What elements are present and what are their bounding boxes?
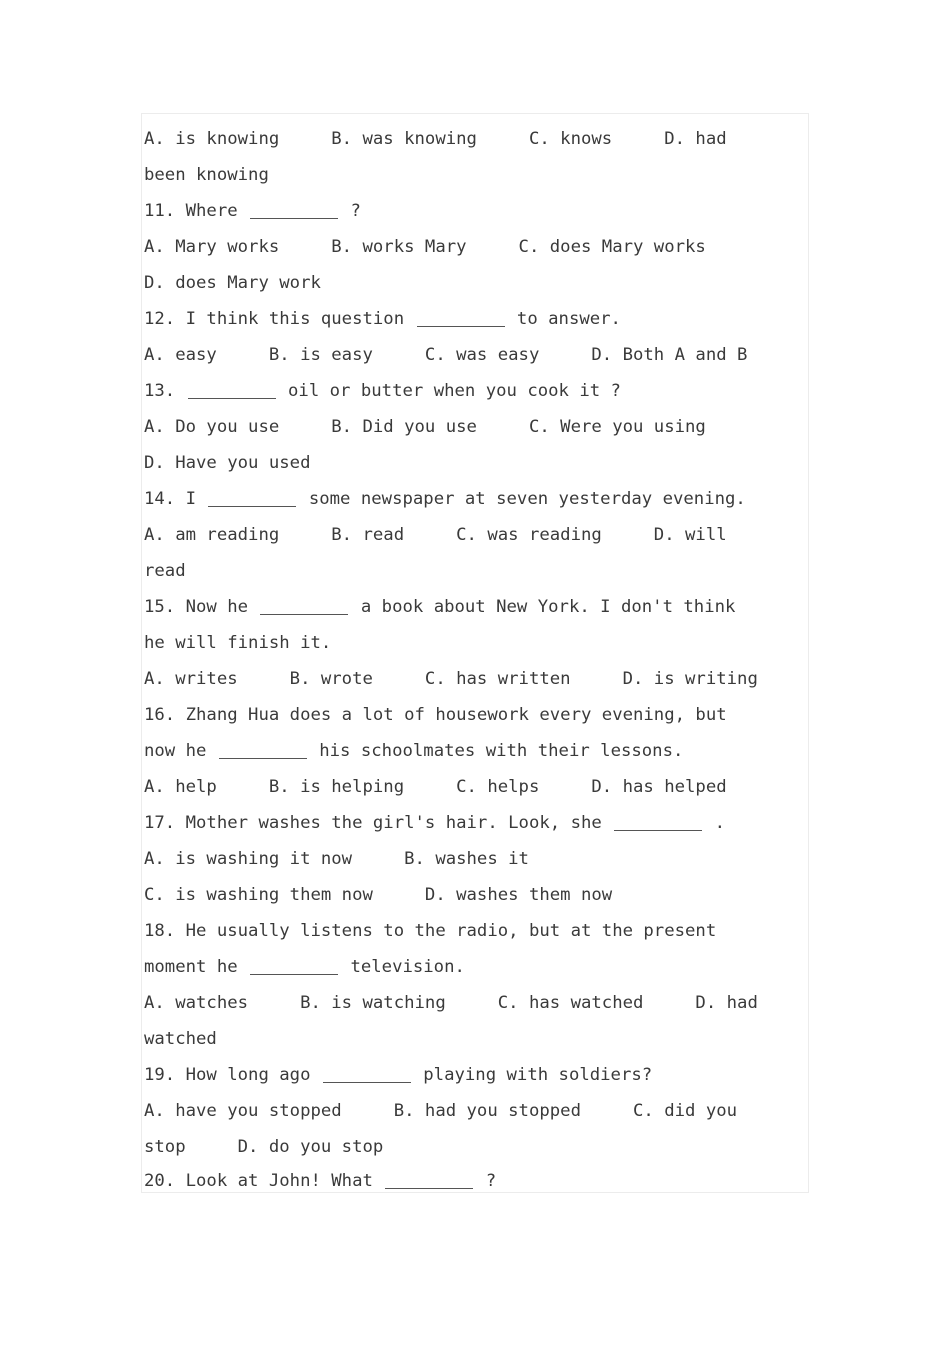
- question-18: [144, 913, 716, 949]
- text-segment: 13.: [144, 381, 176, 401]
- options-19-cont: [144, 1129, 383, 1165]
- text-segment: read: [144, 561, 186, 581]
- question-16-cont: [144, 733, 683, 769]
- line-options-10-cont: [144, 157, 269, 193]
- options-16: [144, 769, 727, 805]
- text-segment: oil or butter when you cook it ?: [288, 381, 621, 401]
- text-segment: .: [714, 813, 726, 833]
- options-18: [144, 985, 758, 1021]
- text-segment: D. Have you used: [144, 453, 311, 473]
- question-15: [144, 589, 735, 625]
- text-segment: 16. Zhang Hua does a lot of housework every evening, but: [144, 705, 727, 725]
- options-15: [144, 661, 758, 697]
- options-13: [144, 409, 706, 445]
- text-segment: C. is washing them now D. washes them now: [144, 885, 613, 905]
- question-19: [144, 1057, 652, 1093]
- text-segment: a book about New York. I don't think: [360, 597, 736, 617]
- text-segment: television.: [350, 957, 465, 977]
- question-11: [144, 193, 361, 229]
- text-segment: 15. Now he: [144, 597, 249, 617]
- text-segment: now he: [144, 741, 207, 761]
- options-17: [144, 841, 529, 877]
- text-segment: 20. Look at John! What: [144, 1171, 373, 1191]
- text-segment: his schoolmates with their lessons.: [319, 741, 684, 761]
- answer-blank: [250, 196, 338, 219]
- answer-blank: [250, 952, 338, 975]
- question-13: [144, 373, 621, 409]
- options-14: [144, 517, 727, 553]
- text-segment: D. does Mary work: [144, 273, 321, 293]
- text-segment: A. am reading B. read C. was reading D. will: [144, 525, 727, 545]
- answer-blank: [417, 304, 505, 327]
- question-14: [144, 481, 746, 517]
- text-segment: 18. He usually listens to the radio, but at the present: [144, 921, 717, 941]
- answer-blank: [614, 808, 702, 831]
- answer-blank: [188, 376, 276, 399]
- text-segment: 19. How long ago: [144, 1065, 311, 1085]
- options-14-cont: [144, 553, 186, 589]
- answer-blank: [260, 592, 348, 615]
- question-12: [144, 301, 621, 337]
- text-segment: 11. Where: [144, 201, 238, 221]
- options-19: [144, 1093, 737, 1129]
- question-20: [144, 1163, 496, 1199]
- text-segment: ?: [485, 1171, 497, 1191]
- text-segment: A. watches B. is watching C. has watched D. had: [144, 993, 758, 1013]
- text-segment: A. Do you use B. Did you use C. Were you using: [144, 417, 706, 437]
- text-segment: A. easy B. is easy C. was easy D. Both A and B: [144, 345, 748, 365]
- text-segment: he will finish it.: [144, 633, 332, 653]
- options-12: [144, 337, 747, 373]
- question-16: [144, 697, 727, 733]
- options-18-cont: [144, 1021, 217, 1057]
- options-17-cont: [144, 877, 612, 913]
- text-segment: 17. Mother washes the girl's hair. Look, she: [144, 813, 602, 833]
- text-segment: been knowing: [144, 165, 269, 185]
- text-segment: A. have you stopped B. had you stopped C. did you: [144, 1101, 738, 1121]
- text-segment: moment he: [144, 957, 238, 977]
- text-segment: 14. I: [144, 489, 197, 509]
- answer-blank: [219, 736, 307, 759]
- answer-blank: [385, 1166, 473, 1189]
- text-segment: A. writes B. wrote C. has written D. is writing: [144, 669, 758, 689]
- options-13-cont: [144, 445, 310, 481]
- text-segment: A. is washing it now B. washes it: [144, 849, 529, 869]
- text-segment: stop D. do you stop: [144, 1137, 384, 1157]
- question-15-cont: [144, 625, 331, 661]
- text-segment: playing with soldiers?: [423, 1065, 653, 1085]
- text-segment: 12. I think this question: [144, 309, 405, 329]
- text-segment: to answer.: [516, 309, 621, 329]
- text-segment: ?: [350, 201, 361, 221]
- text-segment: A. is knowing B. was knowing C. knows D. had: [144, 129, 727, 149]
- answer-blank: [208, 484, 296, 507]
- question-18-cont: [144, 949, 465, 985]
- text-segment: watched: [144, 1029, 217, 1049]
- text-segment: A. Mary works B. works Mary C. does Mary works: [144, 237, 706, 257]
- answer-blank: [323, 1060, 411, 1083]
- line-options-10: [144, 121, 727, 157]
- question-17: [144, 805, 725, 841]
- options-11: [144, 229, 706, 265]
- text-segment: A. help B. is helping C. helps D. has helped: [144, 777, 727, 797]
- options-11-cont: [144, 265, 321, 301]
- text-segment: some newspaper at seven yesterday evening.: [308, 489, 746, 509]
